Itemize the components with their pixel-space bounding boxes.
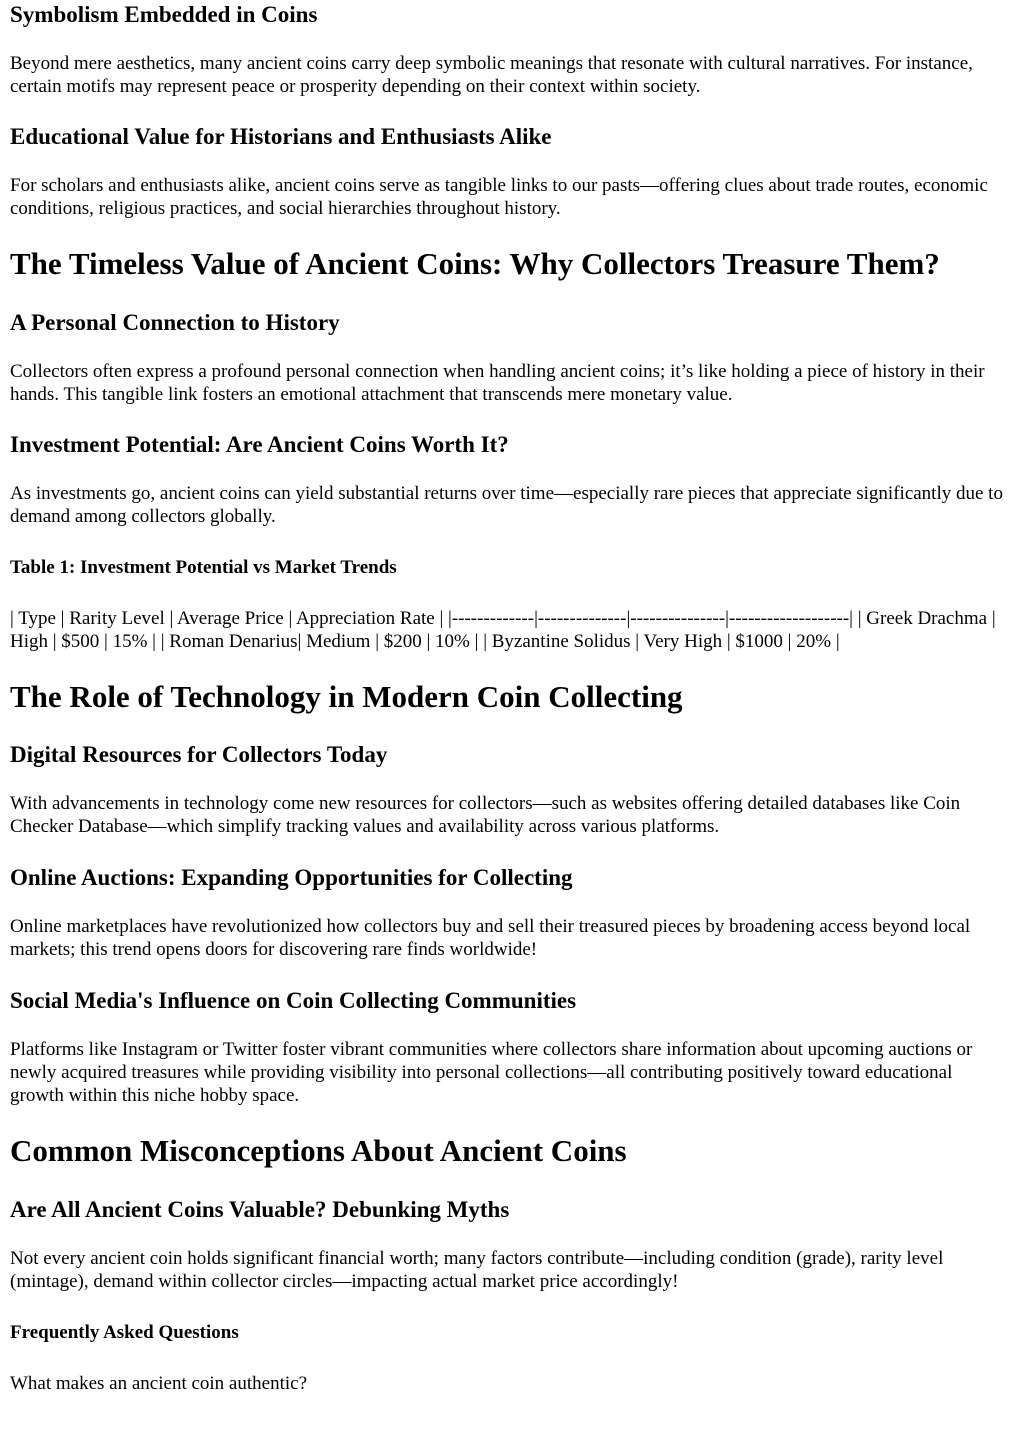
table-text: | Type | Rarity Level | Average Price | Appreciation Rate | |-------------|--------------|---------------|-------------------| | Greek Drachma | High | $500 | 15% | | Roman Denarius| Medium | $200 | 10% | | Byzantine Solidus | Very High | $1000 | 20% | [10, 608, 996, 652]
paragraph-symbolism: Beyond mere aesthetics, many ancient coins carry deep symbolic meanings that resonate with cultural narratives. For instance, certain motifs may represent peace or prosperity depending on their context within society. [10, 53, 973, 97]
heading-symbolism: Symbolism Embedded in Coins [10, 2, 318, 27]
table-caption: Table 1: Investment Potential vs Market Trends [10, 557, 397, 578]
heading-educational-value: Educational Value for Historians and Enthusiasts Alike [10, 124, 552, 149]
paragraph-social-media: Platforms like Instagram or Twitter foster vibrant communities where collectors share information about upcoming auctions or newly acquired treasures while providing visibility into personal collections—all contributing positively toward educational growth within this niche hobby space. [10, 1039, 973, 1106]
heading-investment-potential: Investment Potential: Are Ancient Coins Worth It? [10, 432, 509, 457]
section-title-timeless-value: The Timeless Value of Ancient Coins: Why Collectors Treasure Them? [10, 246, 940, 281]
paragraph-debunking-myths: Not every ancient coin holds significant financial worth; many factors contribute—including condition (grade), rarity level (mintage), demand within collector circles—impacting actual market price accordingly! [10, 1248, 944, 1292]
heading-social-media: Social Media's Influence on Coin Collecting Communities [10, 988, 577, 1013]
paragraph-personal-connection: Collectors often express a profound personal connection when handling ancient coins; it’s like holding a piece of history in their hands. This tangible link fosters an emotional attachment that transcends mere monetary value. [10, 361, 985, 405]
heading-personal-connection: A Personal Connection to History [10, 310, 340, 335]
heading-online-auctions: Online Auctions: Expanding Opportunities for Collecting [10, 865, 573, 890]
paragraph-investment-potential: As investments go, ancient coins can yield substantial returns over time—especially rare pieces that appreciate significantly due to demand among collectors globally. [10, 483, 1003, 527]
heading-debunking-myths: Are All Ancient Coins Valuable? Debunking Myths [10, 1197, 510, 1222]
section-title-misconceptions: Common Misconceptions About Ancient Coins [10, 1133, 627, 1168]
heading-digital-resources: Digital Resources for Collectors Today [10, 742, 388, 767]
faq-question: What makes an ancient coin authentic? [10, 1373, 308, 1394]
paragraph-educational-value: For scholars and enthusiasts alike, ancient coins serve as tangible links to our pasts—offering clues about trade routes, economic conditions, religious practices, and social hierarchies throughout history. [10, 175, 988, 219]
faq-heading: Frequently Asked Questions [10, 1322, 239, 1343]
paragraph-online-auctions: Online marketplaces have revolutionized how collectors buy and sell their treasured pieces by broadening access beyond local markets; this trend opens doors for discovering rare finds worldwide! [10, 916, 971, 960]
section-title-technology: The Role of Technology in Modern Coin Collecting [10, 679, 683, 714]
paragraph-digital-resources: With advancements in technology come new resources for collectors—such as websites offering detailed databases like Coin Checker Database—which simplify tracking values and availability across various platforms. [10, 793, 961, 837]
